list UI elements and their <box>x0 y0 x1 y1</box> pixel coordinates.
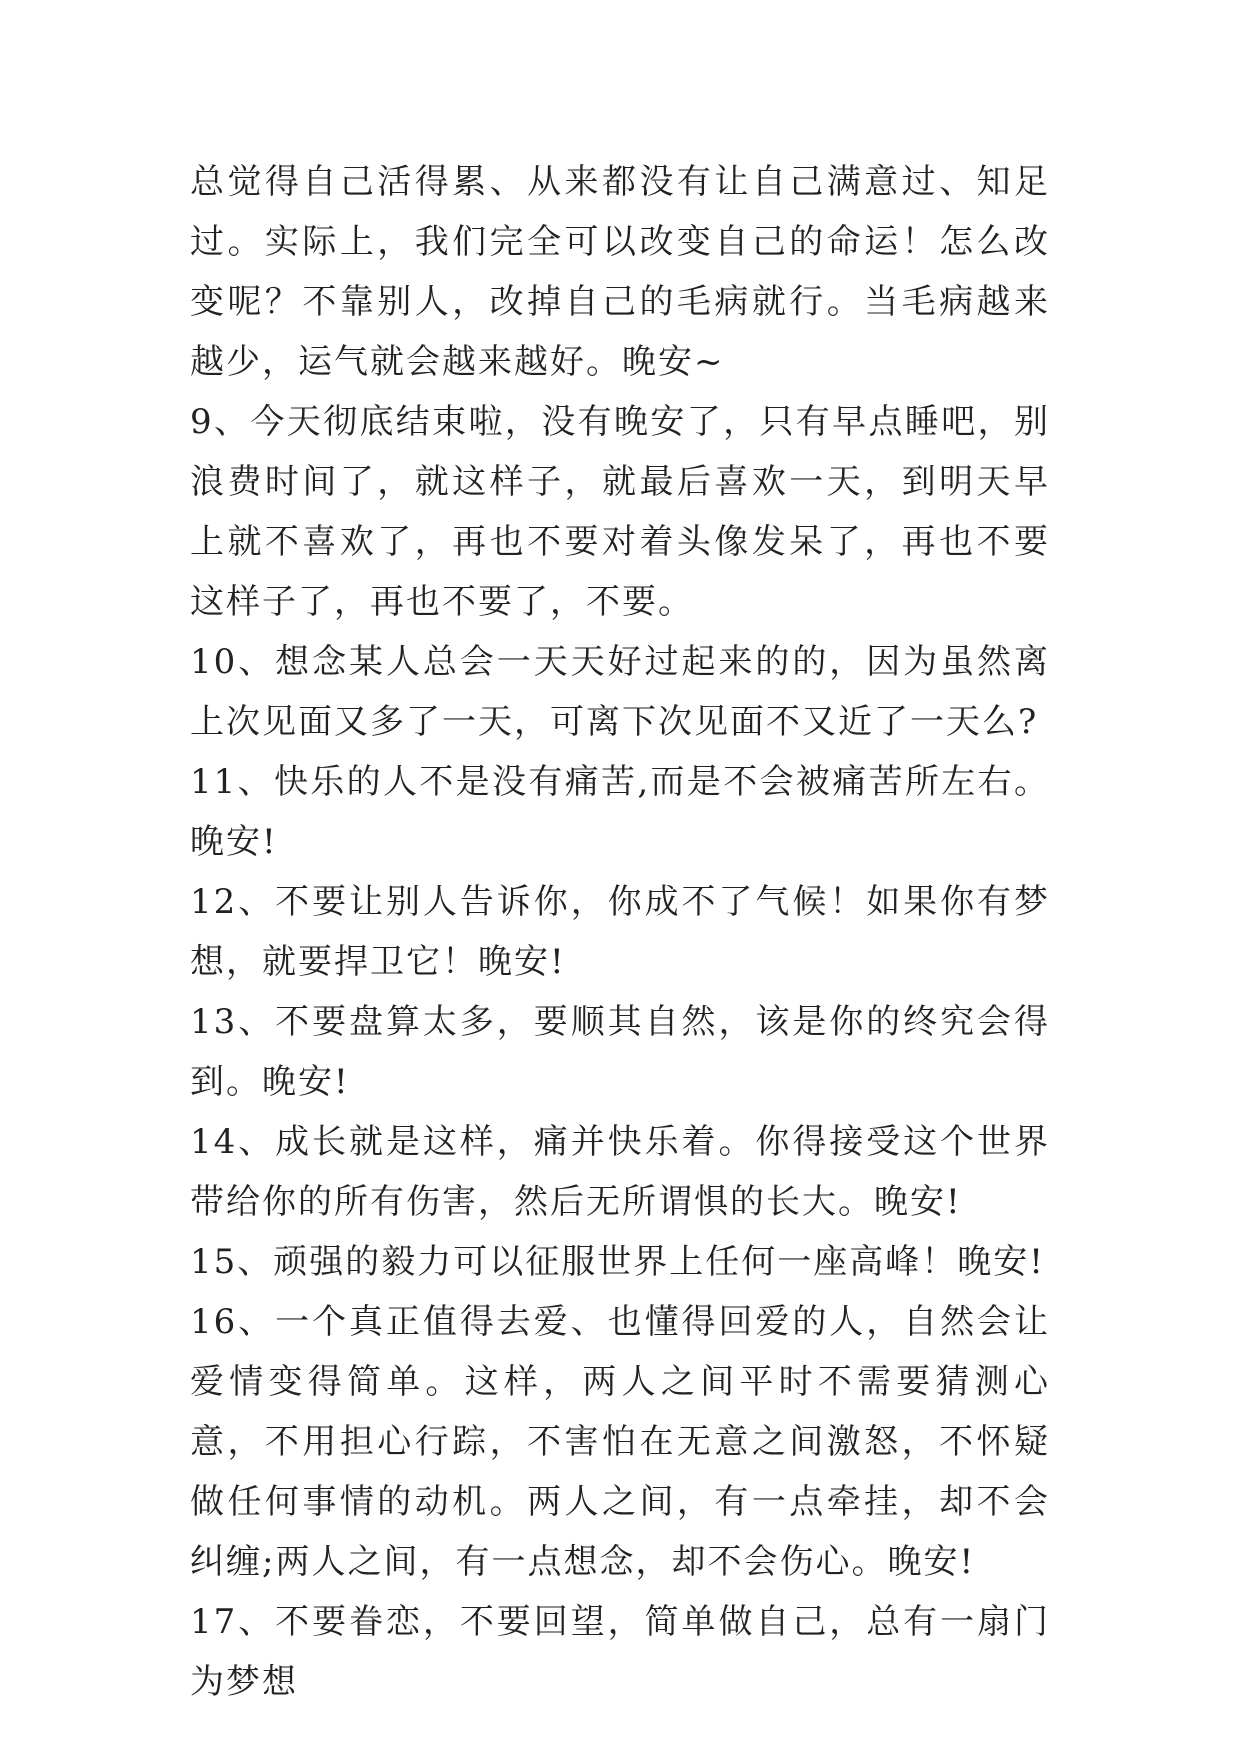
document-body <box>190 152 1050 1712</box>
paragraph-item-13: 13、不要盘算太多，要顺其自然，该是你的终究会得到。晚安! <box>190 1002 1050 1102</box>
paragraph-item-10: 10、想念某人总会一天天好过起来的的，因为虽然离上次见面又多了一天，可离下次见面不又近了一天么? <box>190 642 1050 742</box>
paragraph-item-16: 16、一个真正值得去爱、也懂得回爱的人，自然会让爱情变得简单。这样，两人之间平时不需要猜测心意，不用担心行踪，不害怕在无意之间激怒，不怀疑做任何事情的动机。两人之间，有一点牵挂，却不会纠缠;两人之间，有一点想念，却不会伤心。晚安! <box>190 1302 1050 1582</box>
paragraph-item-15: 15、顽强的毅力可以征服世界上任何一座高峰！晚安! <box>190 1242 1045 1282</box>
paragraph-item-11: 11、快乐的人不是没有痛苦,而是不会被痛苦所左右。晚安! <box>190 762 1050 862</box>
paragraph-intro: 总觉得自己活得累、从来都没有让自己满意过、知足过。实际上，我们完全可以改变自己的命运！怎么改变呢？不靠别人，改掉自己的毛病就行。当毛病越来越少，运气就会越来越好。晚安~ <box>190 162 1050 382</box>
paragraph-item-17: 17、不要眷恋，不要回望，简单做自己，总有一扇门为梦想 <box>190 1602 1050 1702</box>
paragraph-item-12: 12、不要让别人告诉你，你成不了气候！如果你有梦想，就要捍卫它！晚安! <box>190 882 1050 982</box>
paragraph-item-14: 14、成长就是这样，痛并快乐着。你得接受这个世界带给你的所有伤害，然后无所谓惧的长大。晚安! <box>190 1122 1050 1222</box>
paragraph-item-9: 9、今天彻底结束啦，没有晚安了，只有早点睡吧，别浪费时间了，就这样子，就最后喜欢一天，到明天早上就不喜欢了，再也不要对着头像发呆了，再也不要这样子了，再也不要了，不要。 <box>190 402 1050 622</box>
